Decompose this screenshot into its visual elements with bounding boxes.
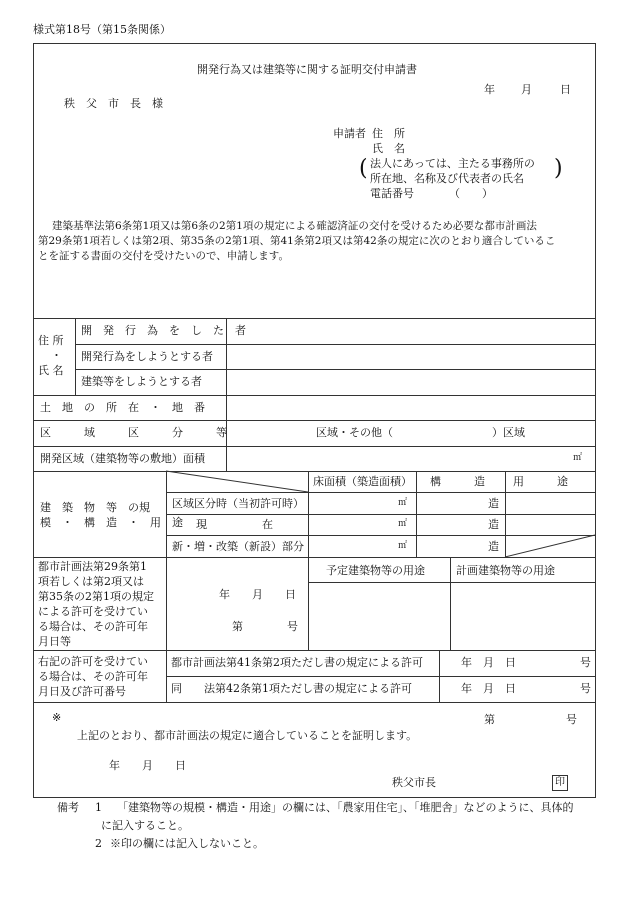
address-dot: ・	[51, 349, 62, 362]
form-number: 様式第18号（第15条関係）	[33, 23, 171, 36]
permit-label-3: 第35条の2第1項の規定	[38, 590, 154, 603]
exception-row2: 同 法第42条第1項ただし書の規定による許可	[171, 682, 412, 695]
permit-label-4: による許可を受けてい	[38, 605, 148, 618]
cert-go: 号	[566, 713, 577, 726]
note-1-cont: に記入すること。	[101, 819, 189, 832]
corp-note-2: 所在地、名称及び代表者の氏名	[370, 172, 524, 185]
body-text-line2: 第29条第1項若しくは第2項、第35条の2第1項、第41条第2項又は第42条の規定に次のとおり適合しているこ	[38, 235, 556, 247]
permit-date: 年 月 日	[219, 588, 296, 601]
notes-head: 備考	[57, 801, 79, 814]
permit-label-6: 月日等	[38, 635, 71, 648]
exception-label-2: る場合は、その許可年	[38, 670, 148, 683]
row-current: 現 在	[196, 518, 273, 531]
addressee: 秩 父 市 長 様	[64, 97, 163, 110]
dev-planner-label: 開発行為をしようとする者	[81, 350, 213, 363]
sqm-unit: ㎡	[398, 541, 408, 551]
date-month: 月	[521, 83, 532, 96]
note-1-number: 1	[95, 801, 102, 814]
applicant-name-label: 氏 名	[372, 142, 405, 155]
phone-parens: （ ）	[449, 187, 493, 200]
bracket-open: (	[359, 156, 368, 181]
builder-label: 建築等をしようとする者	[81, 375, 202, 388]
cert-date: 年 月 日	[109, 759, 186, 772]
exception-no1: 号	[580, 656, 591, 669]
bracket-close: )	[554, 156, 563, 181]
exception-date1: 年 月 日	[461, 656, 516, 669]
col-structure: 構 造	[430, 475, 485, 488]
exception-date2: 年 月 日	[461, 682, 516, 695]
structure-suffix: 造	[488, 540, 499, 553]
zone-value: 区域・その他（ ）区域	[316, 426, 525, 439]
applicant-address-label: 住 所	[372, 127, 405, 140]
plan-use-header: 計画建築物等の用途	[456, 564, 555, 577]
sqm-unit: ㎡	[398, 498, 408, 508]
building-label-1: 建 築 物 等 の規	[40, 501, 150, 514]
body-text-line3: とを証する書面の交付を受けたいので、申請します。	[38, 250, 289, 262]
applicant-label: 申請者	[333, 127, 366, 140]
row-new: 新・増・改築（新設）部分	[172, 540, 304, 553]
row-initial: 区域区分時（当初許可時）	[172, 497, 304, 510]
date-day: 日	[560, 83, 571, 96]
permit-number: 第 号	[232, 620, 298, 633]
address-label: 住 所	[38, 334, 64, 347]
cert-text: 上記のとおり、都市計画法の規定に適合していることを証明します。	[77, 729, 418, 742]
date-year: 年	[484, 83, 495, 96]
dev-actor-label: 開 発 行 為 を し た 者	[81, 324, 246, 337]
area-label: 開発区域（建築物等の敷地）面積	[40, 452, 205, 465]
seal-box: 印	[552, 775, 568, 791]
corp-note-1: 法人にあっては、主たる事務所の	[370, 157, 535, 170]
structure-suffix: 造	[488, 518, 499, 531]
exception-label-3: 月日及び許可番号	[38, 685, 126, 698]
body-text-line1: 建築基準法第6条第1項又は第6条の2第1項の規定による確認済証の交付を受けるため必要な都市計画法	[52, 220, 537, 232]
building-label-2: 模 ・ 構 造 ・ 用 途	[40, 516, 183, 529]
name-label: 氏 名	[38, 364, 64, 377]
phone-label: 電話番号	[370, 187, 414, 200]
note-2-number: 2	[95, 837, 102, 850]
cert-mayor: 秩父市長	[392, 776, 436, 789]
cert-dai: 第	[484, 713, 495, 726]
cert-mark: ※	[52, 711, 62, 724]
exception-no2: 号	[580, 682, 591, 695]
col-floor-area: 床面積（築造面積）	[313, 475, 412, 488]
permit-label-5: る場合は、その許可年	[38, 620, 148, 633]
zone-label: 区 域 区 分 等	[40, 426, 227, 439]
structure-suffix: 造	[488, 497, 499, 510]
permit-label-1: 都市計画法第29条第1	[38, 560, 147, 573]
area-unit: ㎡	[573, 453, 583, 463]
col-use: 用 途	[513, 475, 568, 488]
planned-use-header: 予定建築物等の用途	[326, 564, 425, 577]
exception-label-1: 右記の許可を受けてい	[38, 655, 148, 668]
form-title: 開発行為又は建築等に関する証明交付申請書	[197, 63, 417, 76]
exception-row1: 都市計画法第41条第2項ただし書の規定による許可	[171, 656, 423, 669]
note-1-text: 「建築物等の規模・構造・用途」の欄には、「農家用住宅」、「堆肥舎」などのように、具体的	[117, 801, 574, 814]
land-label: 土 地 の 所 在 ・ 地 番	[40, 401, 205, 414]
note-2-text: ※印の欄には記入しないこと。	[110, 837, 264, 850]
permit-label-2: 項若しくは第2項又は	[38, 575, 144, 588]
sqm-unit: ㎡	[398, 519, 408, 529]
